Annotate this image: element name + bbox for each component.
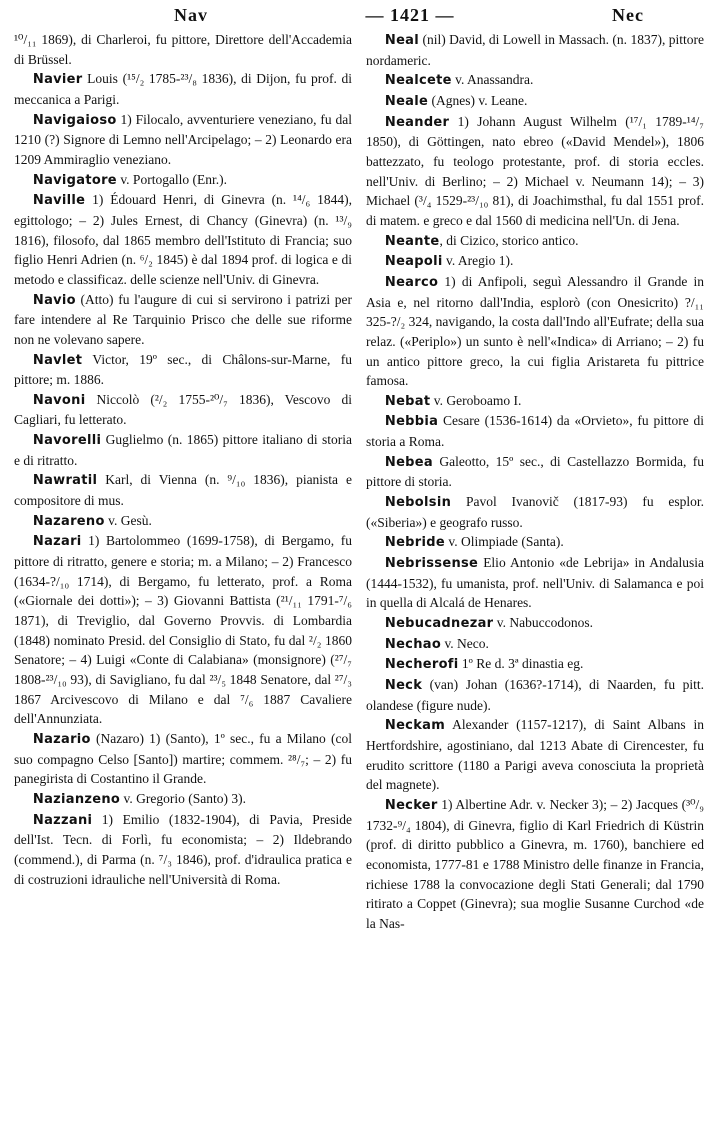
entry-headword: Neal (384, 33, 420, 48)
entry-headword: Navio (32, 292, 76, 308)
dictionary-entry (366, 795, 704, 934)
entry-text: Elio Antonio «de Lebrija» in Andalusia (1444-1532), fu umanista, prof. nell'Univ. di Salamanca e poi in quella di Alcalá de Henares. (366, 555, 704, 611)
entry-headword: Nebrissense (384, 556, 479, 572)
entry-text: (Agnes) v. Leane. (428, 92, 528, 108)
page-number: — 1421 — (365, 4, 455, 25)
dictionary-entry (366, 532, 704, 553)
entry-text: Alexander (1157-1217), di Saint Albans in Hertfordshire, agostiniano, dal 1213 Abate di Cirencester, fu erudito scrittore (1180 a Parigi aveva conosciuta la proprietà del magnete). (366, 717, 704, 793)
header-right-guideword: Nec (612, 4, 644, 25)
dictionary-entry (366, 675, 704, 715)
entry-headword: Neckam (384, 718, 446, 734)
dictionary-entry (14, 531, 352, 729)
dictionary-entry (14, 470, 352, 510)
entry-text: Karl, di Vienna (n. ⁹/₁₀ 1836), pianista e compositore di mus. (14, 472, 352, 509)
entry-text: Cesare (1536-1614) da «Orvieto», fu pittore di storia a Roma. (366, 413, 704, 450)
entry-headword: Nawratil (32, 473, 98, 489)
dictionary-entry (14, 30, 352, 69)
dictionary-entry (14, 350, 352, 390)
entry-text: , di Cizico, storico antico. (439, 232, 579, 248)
dictionary-entry (14, 170, 352, 191)
entry-headword: Nazzani (32, 812, 93, 828)
entry-text: v. Aregio 1). (442, 253, 514, 269)
dictionary-entry (366, 553, 704, 613)
dictionary-entry (14, 190, 352, 289)
entry-text: (nil) David, di Lowell in Massach. (n. 1837), pittore nordameric. (366, 32, 704, 68)
dictionary-entry (14, 390, 352, 430)
entry-headword: Nebat (384, 393, 431, 409)
entry-headword: Nazianzeno (32, 791, 121, 807)
entry-text: 1) di Anfipoli, seguì Alessandro il Grande in Asia e, nel ritorno dall'India, esplorò (con Onesicrito) ?/₁₁ 325-?/₂ 324, navigando, la costa dall'Indo all'Eufrate; della sua relaz. («Periplo») un sunto è nell'«Indica» di Arriano; – 2) fu un antico pittore greco, la cui figlia Aristareta fu pittrice famosa. (366, 273, 704, 389)
dictionary-entry (14, 810, 352, 890)
entry-text: ¹⁰/₁₁ 1869), di Charleroi, fu pittore, Direttore dell'Accademia di Brüssel. (14, 32, 352, 67)
entry-text: Pavol Ivanovič (1817-93) fu esplor. («Siberia») e geografo russo. (366, 494, 704, 530)
entry-headword: Nazari (32, 534, 82, 550)
entry-headword: Naville (32, 193, 86, 209)
dictionary-entry (366, 91, 704, 112)
entry-text: Galeotto, 15º sec., di Castellazzo Bormida, fu pittore di storia. (366, 453, 704, 490)
entry-text: v. Gregorio (Santo) 3). (120, 790, 247, 806)
dictionary-entry (366, 272, 704, 391)
dictionary-entry (366, 30, 704, 70)
entry-text: Niccolò (²/₂ 1755-²⁰/₇ 1836), Vescovo di Cagliari, fu letterato. (14, 391, 352, 428)
entry-headword: Navigaioso (32, 112, 117, 128)
entry-headword: Necker (384, 797, 438, 813)
entry-headword: Neale (384, 93, 429, 109)
dictionary-entry (14, 110, 352, 170)
entry-text: 1) Filocalo, avventuriere veneziano, fu dal 1210 (?) Signore di Lemno nell'Arcipelago; – 2) Leonardo era 1209 Ammiraglio veneziano. (14, 111, 352, 167)
entry-text: v. Gesù. (104, 512, 152, 528)
entry-headword: Neante (384, 233, 440, 249)
entry-headword: Nazario (32, 731, 91, 747)
entry-text: v. Neco. (441, 635, 489, 651)
dictionary-entry (366, 715, 704, 795)
dictionary-entry (366, 654, 704, 675)
entry-headword: Neander (384, 114, 450, 130)
entry-text: 1) Bartolommeo (1699-1758), di Bergamo, fu pittore di ritratto, genere e storia; m. a Milano; – 2) Francesco (1634-?/₁₀ 1714), di Bergamo, fu letterato, prof. a Roma («Giornale dei dotti»); – 3) Giovanni Battista (²¹/₁₁ 1791-⁷/₆ 1871), di Treviglio, dal Governo Provvis. di Lombardia (1848) nominato Presid. del Consiglio di Stato, fu dal ²/₂ 1860 Senatore; – 4) Luigi «Conte di Calabiana» (monsignore) (²⁷/₇ 1808-²³/₁₀ 93), di Savigliano, fu dal ²³/₅ 1848 Senatore, dal ²⁷/₃ 1867 Arcivescovo di Milano e dal ⁷/₆ 1887 Cavaliere dell'Annunziata. (14, 533, 352, 727)
entry-text: Victor, 19º sec., di Châlons-sur-Marne, fu pittore; m. 1886. (14, 351, 352, 388)
dictionary-entry (366, 613, 704, 634)
dictionary-entry (366, 411, 704, 451)
entry-headword: Neck (384, 678, 423, 693)
entry-text: 1º Re d. 3ª dinastia eg. (458, 656, 584, 672)
entry-headword: Nebbia (384, 414, 439, 430)
entry-headword: Navigatore (32, 172, 117, 188)
entry-text: v. Olimpiade (Santa). (444, 534, 564, 550)
entry-headword: Nebride (384, 535, 445, 551)
dictionary-entry (14, 69, 352, 109)
entry-text: (van) Johan (1636?-1714), di Naarden, fu pitt. olandese (figure nude). (366, 677, 704, 713)
entry-headword: Nechao (384, 636, 442, 652)
dictionary-entry (366, 70, 704, 91)
entry-text: v. Portogallo (Enr.). (116, 171, 228, 187)
entry-text: 1) Édouard Henri, di Ginevra (n. ¹⁴/₆ 1844), egittologo; – 2) Jules Ernest, di Chancy (Ginevra) (n. ¹³/₉ 1816), filosofo, dal 1865 membro dell'Istituto di Francia; suo figlio Henri Adrien (n. ⁶/₂ 1845) è dal 1894 prof. di logica e di metodo e classificaz. delle scienze nell'Univ. di Ginevra. (14, 192, 352, 287)
header-left-guideword: Nav (174, 4, 208, 25)
dictionary-entry (14, 511, 352, 532)
dictionary-entry (366, 634, 704, 655)
entry-headword: Navier (32, 72, 83, 88)
dictionary-entry (366, 492, 704, 532)
dictionary-entry (14, 789, 352, 810)
entry-text: 1) Johann August Wilhelm (¹⁷/₁ 1789-¹⁴/₇ 1850), di Göttingen, nato ebreo («David Mendel»), 1806 battezzato, fu teologo protestante, prof. di storia eccles. nell'Univ. di Berlino; – 2) Michael v. Neumann 14); – 3) Michael (³/₄ 1529-²³/₁₀ 81), di Joachimsthal, fu dal 1551 prof. di matem. e greco e dal 1560 di medicina nell'Un. di Jena. (366, 113, 704, 228)
entry-headword: Nebea (384, 454, 433, 470)
entry-text: (Atto) fu l'augure di cui si servirono i patrizi per fare intendere al Re Tarquinio Prisco che delle sue riforme non ne volevano sapere. (14, 291, 352, 347)
text-columns (14, 30, 704, 1126)
entry-headword: Nearco (384, 274, 439, 290)
dictionary-entry (366, 112, 704, 231)
dictionary-entry (366, 231, 704, 252)
entry-text: v. Nabuccodonos. (493, 615, 593, 631)
entry-text: 1) Albertine Adr. v. Necker 3); – 2) Jacques (³⁰/₉ 1732-⁹/₄ 1804), di Ginevra, figlio di Karl Friedrich di Küstrin (prof. di diritto pubblico a Ginevra, m. 1760), banchiere ed economista, 1777-81 e 1788 Ministro delle finanze in Francia, richiese 1788 la convocazione degli Stati Generali; dal 1790 ritirato a Coppet (Ginevra); sua moglie Susanne Curchod «de la Nas- (366, 796, 704, 931)
entry-headword: Nealcete (384, 73, 452, 89)
entry-text: (Nazaro) 1) (Santo), 1º sec., fu a Milano (col suo compagno Celso [Santo]) martire; commem. ²⁸/₇; – 2) fu panegirista di Costantino il Grande. (14, 730, 352, 787)
entry-text: v. Anassandra. (451, 72, 534, 88)
right-column (366, 30, 704, 1126)
entry-headword: Navorelli (32, 433, 102, 449)
dictionary-entry (14, 290, 352, 350)
left-column (14, 30, 352, 1126)
dictionary-entry (366, 391, 704, 412)
entry-headword: Nebolsin (384, 495, 452, 511)
entry-headword: Navoni (32, 392, 86, 408)
entry-headword: Neapoli (384, 254, 443, 270)
entry-text: 1) Emilio (1832-1904), di Pavia, Preside dell'Ist. Tecn. di Forlì, fu economista; – 2) Ildebrando (commend.), di Parma (n. ⁷/₃ 1846), prof. d'idraulica pratica e di costruzioni idrauliche nell'Università di Roma. (14, 811, 352, 887)
entry-text: Guglielmo (n. 1865) pittore italiano di storia e di ritratto. (14, 432, 352, 468)
dictionary-entry (14, 430, 352, 470)
dictionary-entry (366, 452, 704, 492)
entry-text: Louis (¹⁵/₂ 1785-²³/₈ 1836), di Dijon, fu prof. di meccanica a Parigi. (14, 71, 352, 107)
entry-headword: Navlet (32, 352, 83, 368)
entry-text: v. Geroboamo I. (430, 392, 522, 408)
dictionary-entry (14, 729, 352, 789)
dictionary-entry (366, 251, 704, 272)
entry-headword: Nazareno (32, 513, 105, 529)
entry-headword: Necherofi (384, 657, 459, 673)
running-header (14, 0, 704, 30)
entry-headword: Nebucadnezar (384, 616, 494, 632)
